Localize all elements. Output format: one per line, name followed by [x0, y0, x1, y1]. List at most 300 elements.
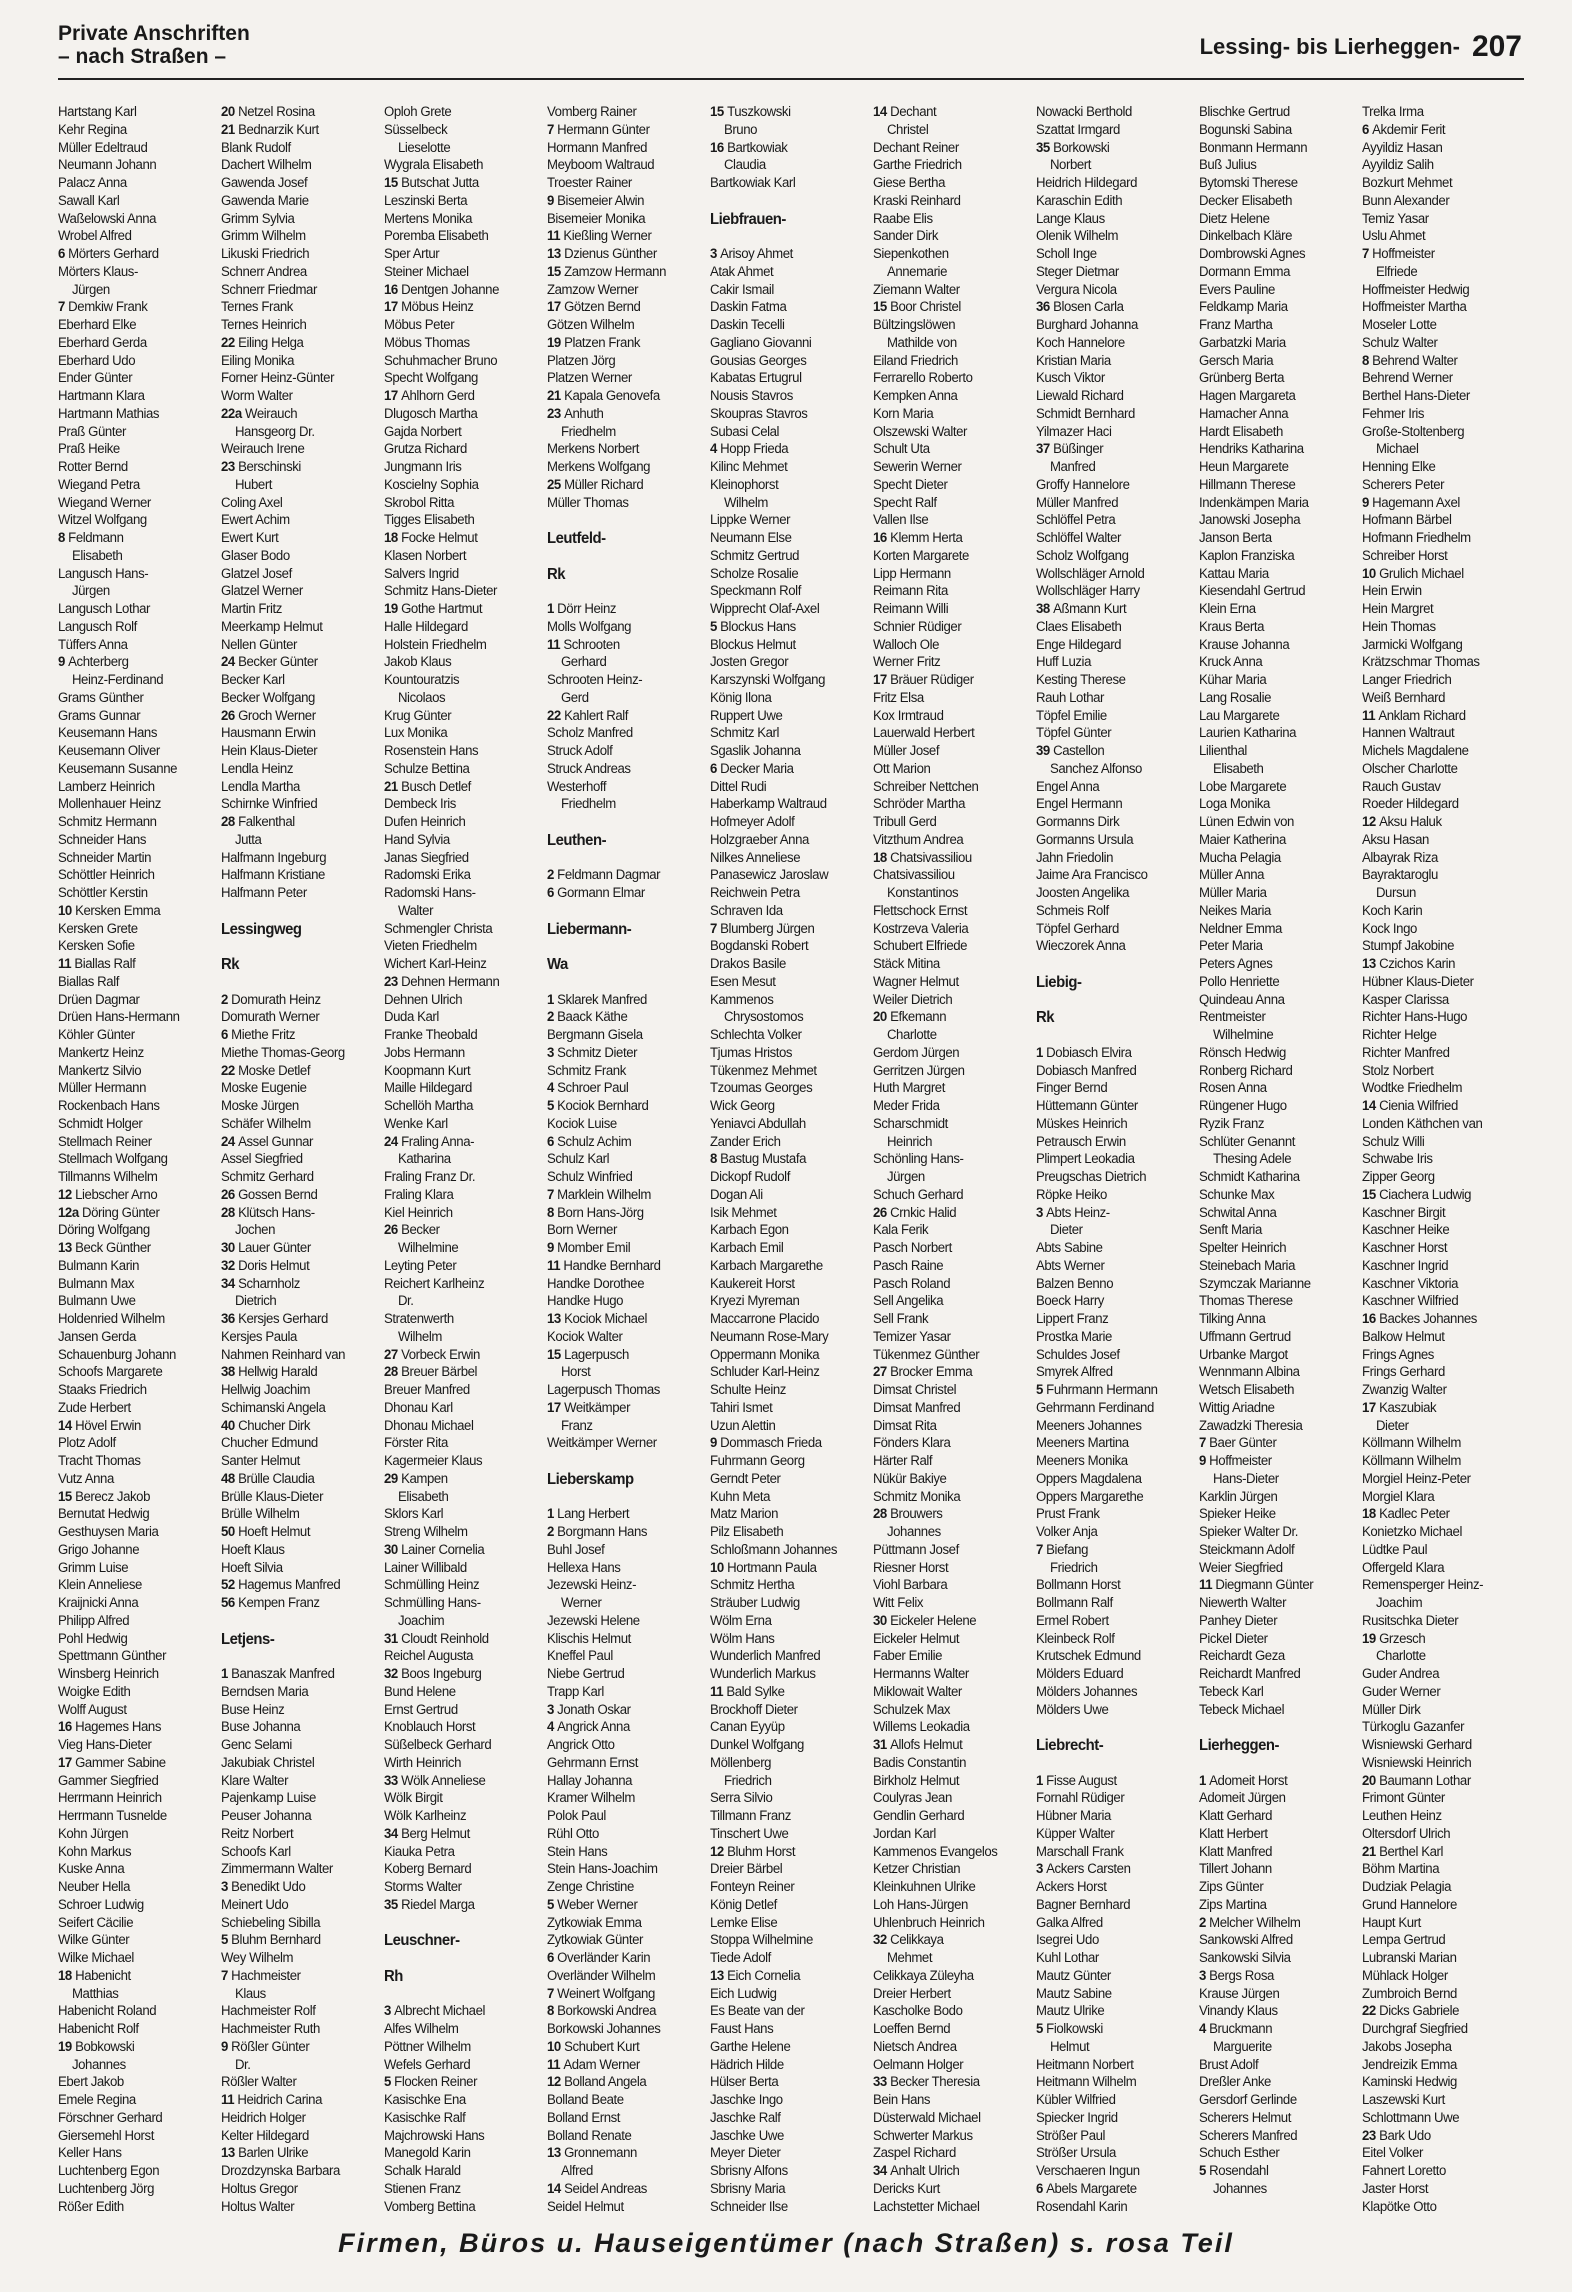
- resident-entry: Gammer Siegfried: [58, 1772, 159, 1789]
- resident-entry: Kleinbeck Rolf: [1036, 1630, 1115, 1647]
- resident-entry: Breuer Manfred: [384, 1382, 470, 1398]
- resident-entry: Lünen Edwin von: [1199, 814, 1294, 830]
- house-number: 19: [1362, 1630, 1380, 1647]
- resident-entry: Tebeck Karl: [1199, 1683, 1264, 1700]
- house-number: 13: [58, 1240, 76, 1256]
- house-number: 7: [547, 1985, 558, 2002]
- resident-entry: Lipp Hermann: [873, 565, 951, 582]
- resident-entry: 50 Hoeft Helmut: [221, 1524, 311, 1540]
- resident-entry: 22 Dicks Gabriele: [1362, 2003, 1460, 2020]
- header-rule: [58, 78, 1524, 80]
- resident-entry: 12 Liebscher Arno: [58, 1186, 158, 1203]
- resident-entry: 11 Adam Werner: [547, 2056, 640, 2073]
- resident-entry: Zamzow Werner: [547, 281, 639, 298]
- resident-entry: Trapp Karl: [547, 1683, 604, 1700]
- resident-entry: Dombrowski Agnes: [1199, 246, 1306, 262]
- resident-entry: 1 Sklarek Manfred: [547, 991, 647, 1008]
- resident-entry: Jaschke Ingo: [710, 2092, 783, 2108]
- directory-column: [547, 104, 710, 2215]
- resident-entry: Guder Werner: [1362, 1683, 1441, 1700]
- resident-entry: Förschner Gerhard: [58, 2109, 163, 2126]
- resident-entry: Lagerpusch Thomas: [547, 1382, 660, 1398]
- resident-entry: Kübler Wilfried: [1036, 2092, 1116, 2108]
- house-number: 1: [547, 601, 558, 617]
- resident-entry: Grams Günther: [58, 689, 144, 706]
- entry-continuation: Gerhard: [560, 654, 607, 671]
- resident-entry: Kaplon Franziska: [1199, 547, 1295, 564]
- resident-entry: Karbach Emil: [710, 1240, 784, 1256]
- resident-entry: Kiel Heinrich: [384, 1204, 453, 1221]
- resident-entry: Coling Axel: [221, 494, 283, 511]
- entry-continuation: Dietrich: [234, 1293, 277, 1310]
- resident-entry: Luchtenberg Egon: [58, 2163, 160, 2179]
- resident-entry: Drüen Dagmar: [58, 991, 140, 1008]
- resident-entry: Hallay Johanna: [547, 1772, 633, 1789]
- resident-entry: Szattat Irmgard: [1036, 121, 1120, 138]
- resident-entry: Jezewski Heinz-: [547, 1577, 637, 1594]
- spacer: [221, 974, 373, 992]
- resident-entry: Gawenda Josef: [221, 175, 308, 191]
- section-title-line2: – nach Straßen –: [58, 45, 227, 68]
- resident-entry: Heitmann Norbert: [1036, 2056, 1134, 2073]
- entry-continuation: Christel: [886, 121, 929, 138]
- resident-entry: 35 Borkowski: [1036, 139, 1110, 156]
- resident-entry: Rauh Lothar: [1036, 689, 1105, 706]
- house-number: 2: [547, 1009, 558, 1026]
- resident-entry: Duda Karl: [384, 1009, 439, 1026]
- resident-entry: Grams Gunnar: [58, 707, 141, 724]
- resident-entry: Hein Erwin: [1362, 583, 1422, 600]
- entry-continuation: Charlotte: [1375, 1648, 1426, 1665]
- resident-entry: Hofmann Friedhelm: [1362, 530, 1471, 546]
- house-number: 5: [1036, 2021, 1047, 2037]
- resident-entry: Majchrowski Hans: [384, 2127, 485, 2144]
- resident-entry: Halfmann Peter: [221, 885, 307, 901]
- resident-entry: Kilinc Mehmet: [710, 459, 788, 475]
- resident-entry: Wolff August: [58, 1701, 127, 1718]
- resident-entry: Gehrmann Ernst: [547, 1754, 638, 1771]
- house-number: 11: [221, 2092, 238, 2108]
- directory-column: [384, 104, 547, 2215]
- resident-entry: Sbrisny Maria: [710, 2180, 786, 2197]
- resident-entry: Rusitschka Dieter: [1362, 1612, 1459, 1629]
- directory-column: [1199, 104, 1362, 2204]
- resident-entry: 22a Weirauch: [221, 405, 298, 422]
- resident-entry: Schöttler Kerstin: [58, 885, 148, 901]
- resident-entry: Bogunski Sabina: [1199, 121, 1292, 138]
- resident-entry: Wiegand Werner: [58, 494, 151, 511]
- entry-continuation: Nicolaos: [397, 689, 446, 706]
- house-number: 27: [873, 1364, 891, 1381]
- house-number: 2: [547, 1524, 558, 1540]
- resident-entry: Krug Günter: [384, 707, 452, 724]
- resident-entry: 15 Butschat Jutta: [384, 175, 479, 191]
- spacer: [547, 938, 699, 956]
- resident-entry: Moseler Lotte: [1362, 317, 1437, 333]
- resident-entry: 10 Hortmann Paula: [710, 1559, 817, 1576]
- resident-entry: Niewerth Walter: [1199, 1595, 1287, 1611]
- resident-entry: Schubert Elfriede: [873, 938, 968, 955]
- resident-entry: Evers Pauline: [1199, 281, 1275, 298]
- resident-entry: Kuske Anna: [58, 1861, 125, 1878]
- resident-entry: 17 Weitkämper: [547, 1399, 631, 1416]
- resident-entry: 6 Akdemir Ferit: [1362, 121, 1446, 138]
- resident-entry: Serra Silvio: [710, 1790, 773, 1807]
- entry-continuation: Katharina: [397, 1151, 451, 1168]
- house-number: 21: [384, 778, 402, 795]
- house-number: 5: [547, 1098, 558, 1114]
- resident-entry: Bültzingslöwen: [873, 317, 956, 333]
- house-number: 20: [1362, 1772, 1380, 1789]
- resident-entry: Buse Johanna: [221, 1719, 301, 1736]
- resident-entry: Schmülling Hans-: [384, 1595, 481, 1611]
- street-heading: Lierheggen-: [1199, 1737, 1280, 1754]
- resident-entry: Struck Adolf: [547, 743, 613, 759]
- resident-entry: Stellmach Reiner: [58, 1133, 152, 1150]
- house-number: 18: [384, 530, 402, 546]
- resident-entry: Bergmann Gisela: [547, 1027, 643, 1043]
- resident-entry: Platzen Werner: [547, 370, 632, 387]
- resident-entry: Panasewicz Jaroslaw: [710, 867, 829, 884]
- resident-entry: Olszewski Walter: [873, 423, 967, 440]
- resident-entry: Weiler Dietrich: [873, 991, 953, 1008]
- resident-entry: Müller Anna: [1199, 867, 1265, 884]
- resident-entry: Sper Artur: [384, 246, 440, 262]
- spacer: [221, 1648, 373, 1666]
- resident-entry: Galka Alfred: [1036, 1914, 1103, 1931]
- resident-entry: Kox Irmtraud: [873, 707, 944, 724]
- resident-entry: Zips Günter: [1199, 1879, 1264, 1895]
- resident-entry: Josten Gregor: [710, 654, 789, 671]
- house-number: 15: [873, 299, 891, 316]
- resident-entry: Strößer Ursula: [1036, 2145, 1116, 2162]
- resident-entry: Hardt Elisabeth: [1199, 423, 1283, 440]
- resident-entry: 7 Weinert Wolfgang: [547, 1985, 655, 2002]
- resident-entry: 5 Flocken Reiner: [384, 2074, 478, 2091]
- resident-entry: Lilienthal: [1199, 743, 1247, 759]
- resident-entry: Schluder Karl-Heinz: [710, 1364, 820, 1381]
- resident-entry: Tillert Johann: [1199, 1861, 1272, 1878]
- resident-entry: Forner Heinz-Günter: [221, 370, 335, 387]
- resident-entry: Staaks Friedrich: [58, 1382, 147, 1398]
- resident-entry: 11 Heidrich Carina: [221, 2092, 323, 2108]
- resident-entry: 9 Bisemeier Alwin: [547, 192, 645, 209]
- resident-entry: Morgiel Heinz-Peter: [1362, 1470, 1471, 1487]
- resident-entry: Korten Margarete: [873, 547, 969, 564]
- resident-entry: Hartstang Karl: [58, 104, 137, 120]
- resident-entry: Hoffmeister Hedwig: [1362, 281, 1470, 298]
- house-number: 11: [710, 1683, 727, 1700]
- house-number: 7: [547, 1186, 558, 1203]
- resident-entry: Müller Dirk: [1362, 1701, 1421, 1718]
- resident-entry: Heidrich Hildegard: [1036, 175, 1138, 191]
- resident-entry: 9 Achterberg: [58, 654, 129, 671]
- resident-entry: 15 Ciachera Ludwig: [1362, 1186, 1472, 1203]
- entry-continuation: Joachim: [1375, 1595, 1423, 1611]
- resident-entry: Uffmann Gertrud: [1199, 1328, 1291, 1345]
- resident-entry: Dhonau Michael: [384, 1417, 474, 1434]
- resident-entry: Reitz Norbert: [221, 1825, 294, 1842]
- resident-entry: Miethe Thomas-Georg: [221, 1044, 345, 1061]
- resident-entry: Kleinophorst: [710, 476, 779, 493]
- entry-continuation: Hubert: [234, 476, 273, 493]
- resident-entry: Uhlenbruch Heinrich: [873, 1914, 985, 1931]
- resident-entry: 15 Tuszkowski: [710, 104, 791, 120]
- house-number: 20: [873, 1009, 891, 1026]
- house-number: 33: [384, 1772, 402, 1789]
- resident-entry: 4 Angrick Anna: [547, 1719, 630, 1736]
- resident-entry: Kagermeier Klaus: [384, 1453, 483, 1469]
- resident-entry: Kraus Berta: [1199, 618, 1265, 635]
- resident-entry: Klischis Helmut: [547, 1630, 631, 1647]
- street-heading: Liebrecht-: [1036, 1737, 1104, 1754]
- resident-entry: 10 Grulich Michael: [1362, 565, 1464, 582]
- directory-columns: [58, 104, 1528, 2215]
- house-number: 1: [547, 991, 558, 1008]
- resident-entry: 12a Döring Günter: [58, 1204, 160, 1221]
- street-heading: Leuschner-: [384, 1932, 460, 1950]
- house-number: 17: [384, 388, 402, 404]
- resident-entry: 30 Lainer Cornelia: [384, 1541, 485, 1558]
- resident-entry: Bollmann Horst: [1036, 1577, 1121, 1594]
- resident-entry: Fritz Elsa: [873, 689, 924, 706]
- resident-entry: Lempa Gertrud: [1362, 1932, 1446, 1949]
- resident-entry: 11 Anklam Richard: [1362, 707, 1466, 724]
- resident-entry: Dechant Reiner: [873, 139, 959, 156]
- resident-entry: Schreiber Horst: [1362, 547, 1448, 564]
- house-number: 5: [547, 1896, 558, 1913]
- resident-entry: Hoffmeister Martha: [1362, 299, 1467, 316]
- house-number: 11: [1199, 1577, 1216, 1594]
- resident-entry: Neumann Else: [710, 530, 792, 546]
- resident-entry: Krause Johanna: [1199, 636, 1290, 653]
- resident-entry: Pasch Norbert: [873, 1240, 952, 1256]
- resident-entry: Handke Dorothee: [547, 1275, 645, 1292]
- resident-entry: Wunderlich Manfred: [710, 1648, 821, 1665]
- resident-entry: 48 Brülle Claudia: [221, 1470, 315, 1487]
- resident-entry: 13 Czichos Karin: [1362, 956, 1456, 972]
- house-number: 19: [384, 601, 402, 617]
- resident-entry: Zenge Christine: [547, 1879, 634, 1895]
- resident-entry: Kascholke Bodo: [873, 2003, 963, 2020]
- resident-entry: Frimont Günter: [1362, 1790, 1445, 1807]
- entry-continuation: Jutta: [234, 831, 262, 848]
- spacer: [384, 1915, 536, 1933]
- resident-entry: Dunkel Wolfgang: [710, 1737, 804, 1753]
- resident-entry: Ermel Robert: [1036, 1612, 1109, 1629]
- house-number: 15: [710, 104, 728, 120]
- resident-entry: Wagner Helmut: [873, 973, 959, 990]
- house-number: 56: [221, 1595, 239, 1611]
- resident-entry: Wollschläger Harry: [1036, 583, 1140, 600]
- resident-entry: Bunn Alexander: [1362, 192, 1450, 209]
- resident-entry: Haberkamp Waltraud: [710, 796, 827, 813]
- resident-entry: Lendla Heinz: [221, 760, 294, 777]
- resident-entry: Reichwein Petra: [710, 885, 800, 901]
- resident-entry: Schmitz Gerhard: [221, 1169, 314, 1185]
- house-number: 11: [1362, 707, 1379, 724]
- resident-entry: Hülser Berta: [710, 2074, 779, 2091]
- house-number: 5: [1199, 2163, 1210, 2179]
- resident-entry: Langusch Rolf: [58, 618, 137, 635]
- resident-entry: Tükenmez Günther: [873, 1346, 980, 1363]
- resident-entry: Schröder Martha: [873, 796, 965, 813]
- resident-entry: Klatt Herbert: [1199, 1825, 1268, 1842]
- resident-entry: 13 Gronnemann: [547, 2145, 637, 2162]
- resident-entry: Holtus Gregor: [221, 2180, 298, 2197]
- resident-entry: Quindeau Anna: [1199, 991, 1285, 1008]
- resident-entry: Lange Klaus: [1036, 210, 1105, 227]
- resident-entry: 16 Dentgen Johanne: [384, 281, 500, 298]
- resident-entry: Trelka Irma: [1362, 104, 1424, 120]
- resident-entry: Loeffen Bernd: [873, 2021, 951, 2037]
- resident-entry: Behrend Werner: [1362, 370, 1453, 387]
- spacer: [1199, 1755, 1351, 1773]
- house-number: 14: [58, 1417, 76, 1434]
- entry-continuation: Gerd: [560, 689, 589, 706]
- resident-entry: Senft Maria: [1199, 1222, 1262, 1239]
- resident-entry: Schmeis Rolf: [1036, 902, 1109, 919]
- resident-entry: Gagliano Giovanni: [710, 334, 812, 351]
- resident-entry: Stoppa Wilhelmine: [710, 1932, 813, 1949]
- resident-entry: 12 Bolland Angela: [547, 2074, 647, 2091]
- directory-column: [873, 104, 1036, 2215]
- resident-entry: Angrick Otto: [547, 1737, 615, 1753]
- resident-entry: Brülle Klaus-Dieter: [221, 1488, 324, 1505]
- house-number: 4: [547, 1080, 558, 1097]
- house-number: 9: [1362, 494, 1373, 511]
- resident-entry: Wodtke Friedhelm: [1362, 1080, 1463, 1097]
- resident-entry: Westerhoff: [547, 778, 607, 795]
- resident-entry: Wilke Michael: [58, 1950, 134, 1966]
- resident-entry: Ketzer Christian: [873, 1861, 961, 1878]
- resident-entry: Dericks Kurt: [873, 2180, 940, 2197]
- resident-entry: 11 Handke Bernhard: [547, 1257, 661, 1274]
- resident-entry: Specht Dieter: [873, 476, 948, 493]
- page-header: [0, 0, 1572, 78]
- house-number: 24: [221, 654, 239, 671]
- house-number: 23: [384, 973, 402, 990]
- resident-entry: Mölders Uwe: [1036, 1701, 1109, 1718]
- resident-entry: Reichardt Geza: [1199, 1648, 1285, 1665]
- house-number: 30: [384, 1541, 402, 1558]
- resident-entry: Töpfel Gerhard: [1036, 920, 1119, 937]
- spacer: [547, 1489, 699, 1507]
- resident-entry: Bayraktaroglu: [1362, 867, 1438, 884]
- resident-entry: Wölm Hans: [710, 1630, 775, 1647]
- resident-entry: Schlüter Genannt: [1199, 1133, 1295, 1150]
- entry-continuation: Claudia: [723, 157, 766, 174]
- resident-entry: Pollo Henriette: [1199, 973, 1280, 990]
- resident-entry: Korn Maria: [873, 405, 934, 422]
- resident-entry: Hannen Waltraut: [1362, 725, 1455, 742]
- resident-entry: 17 Kaszubiak: [1362, 1399, 1437, 1416]
- resident-entry: Weitkämper Werner: [547, 1435, 657, 1452]
- resident-entry: Schneider Ilse: [710, 2198, 788, 2215]
- house-number: 6: [547, 1950, 558, 1966]
- resident-entry: 26 Gossen Bernd: [221, 1186, 318, 1203]
- resident-entry: 20 Baumann Lothar: [1362, 1772, 1471, 1789]
- entry-continuation: Hans-Dieter: [1212, 1470, 1279, 1487]
- resident-entry: Maille Hildegard: [384, 1080, 472, 1097]
- resident-entry: Schulzek Max: [873, 1701, 951, 1718]
- resident-entry: Große-Stoltenberg: [1362, 423, 1465, 440]
- resident-entry: Karbach Egon: [710, 1222, 789, 1239]
- resident-entry: 4 Schroer Paul: [547, 1080, 629, 1097]
- resident-entry: 25 Müller Richard: [547, 476, 644, 493]
- resident-entry: 7 Baer Günter: [1199, 1435, 1277, 1452]
- resident-entry: Ronberg Richard: [1199, 1062, 1293, 1079]
- house-number: 1: [1036, 1044, 1047, 1061]
- resident-entry: Götzen Wilhelm: [547, 317, 635, 333]
- resident-entry: Buhl Josef: [547, 1541, 605, 1558]
- spacer: [547, 850, 699, 868]
- resident-entry: 40 Chucher Dirk: [221, 1417, 311, 1434]
- resident-entry: Borkowski Johannes: [547, 2021, 661, 2037]
- house-number: 10: [710, 1559, 728, 1576]
- resident-entry: Karbach Margarethe: [710, 1257, 823, 1274]
- resident-entry: Olscher Charlotte: [1362, 760, 1458, 777]
- resident-entry: Oploh Grete: [384, 104, 452, 120]
- resident-entry: Stienen Franz: [384, 2180, 461, 2197]
- house-number: 30: [221, 1240, 239, 1256]
- resident-entry: Plotz Adolf: [58, 1435, 116, 1452]
- resident-entry: Scholz Manfred: [547, 725, 633, 742]
- resident-entry: Kneffel Paul: [547, 1648, 613, 1665]
- resident-entry: 3 Arisoy Ahmet: [710, 246, 793, 262]
- house-number: 6: [1036, 2180, 1047, 2197]
- resident-entry: Kaschner Viktoria: [1362, 1275, 1459, 1292]
- resident-entry: 14 Cienia Wilfried: [1362, 1098, 1458, 1114]
- resident-entry: Klatt Gerhard: [1199, 1808, 1273, 1824]
- house-number: 4: [547, 1719, 558, 1736]
- resident-entry: Finger Bernd: [1036, 1080, 1108, 1097]
- entry-continuation: Jochen: [234, 1222, 275, 1239]
- house-number: 8: [710, 1151, 721, 1168]
- resident-entry: Glaser Bodo: [221, 547, 290, 564]
- resident-entry: Scholze Rosalie: [710, 565, 799, 582]
- resident-entry: Ender Günter: [58, 370, 133, 387]
- resident-entry: Franke Theobald: [384, 1027, 478, 1043]
- resident-entry: Loga Monika: [1199, 796, 1270, 813]
- resident-entry: 23 Berschinski: [221, 459, 301, 475]
- house-number: 10: [58, 902, 76, 919]
- resident-entry: Zawadzki Theresia: [1199, 1417, 1303, 1434]
- resident-entry: Kammenos: [710, 991, 774, 1008]
- spacer: [221, 1613, 373, 1631]
- resident-entry: Langer Friedrich: [1362, 672, 1452, 688]
- resident-entry: Ternes Heinrich: [221, 317, 307, 333]
- resident-entry: 7 Hermann Günter: [547, 121, 650, 138]
- resident-entry: 4 Bruckmann: [1199, 2021, 1273, 2037]
- resident-entry: Sewerin Werner: [873, 459, 962, 475]
- resident-entry: Plimpert Leokadia: [1036, 1151, 1135, 1168]
- resident-entry: 16 Bartkowiak: [710, 139, 788, 156]
- resident-entry: Knoblauch Horst: [384, 1719, 476, 1736]
- resident-entry: Merkens Norbert: [547, 441, 639, 458]
- resident-entry: Buß Julius: [1199, 157, 1257, 174]
- resident-entry: Dudziak Pelagia: [1362, 1879, 1452, 1895]
- resident-entry: Hein Klaus-Dieter: [221, 743, 318, 759]
- resident-entry: Balkow Helmut: [1362, 1328, 1445, 1345]
- house-number: 9: [58, 654, 69, 671]
- street-heading: Lessingweg: [221, 920, 302, 938]
- entry-continuation: Jürgen: [71, 583, 110, 600]
- resident-entry: 17 Gammer Sabine: [58, 1754, 166, 1771]
- resident-entry: Stratenwerth: [384, 1311, 454, 1327]
- entry-continuation: Elisabeth: [1212, 760, 1264, 777]
- resident-entry: Koch Karin: [1362, 902, 1423, 919]
